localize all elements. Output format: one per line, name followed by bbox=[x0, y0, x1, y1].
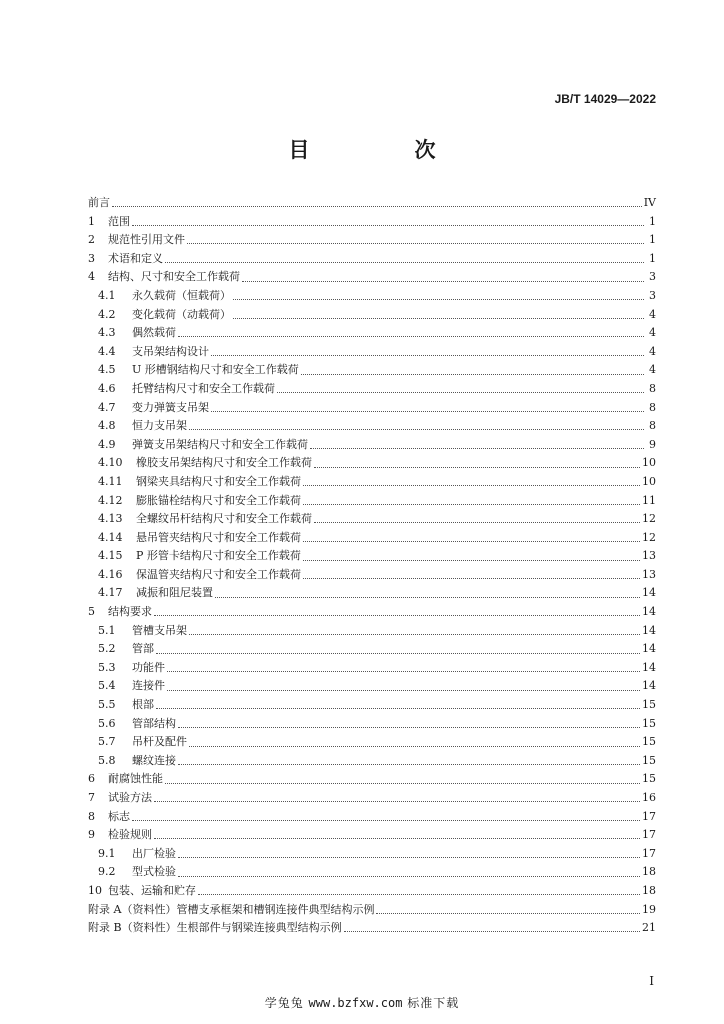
toc-entry-page: 13 bbox=[642, 567, 656, 581]
toc-entry-number: 4.9 bbox=[98, 437, 116, 451]
toc-leader-dots bbox=[156, 707, 640, 709]
toc-entry-page: 17 bbox=[642, 846, 656, 860]
toc-entry-page: 1 bbox=[649, 214, 656, 228]
toc-entry-label: 型式检验 bbox=[132, 865, 176, 879]
toc-leader-dots bbox=[156, 652, 640, 654]
toc-entry[interactable] bbox=[88, 808, 656, 827]
toc-entry-label: 托臂结构尺寸和安全工作载荷 bbox=[132, 381, 275, 395]
toc-entry-number: 4.13 bbox=[98, 512, 123, 526]
toc-entry-page: 4 bbox=[649, 326, 656, 340]
toc-entry-number: 5.8 bbox=[98, 753, 116, 767]
toc-leader-dots bbox=[215, 596, 640, 598]
toc-entry-number: 5.2 bbox=[98, 642, 116, 656]
toc-entry[interactable] bbox=[88, 268, 656, 287]
toc-entry-number: 4.4 bbox=[98, 344, 116, 358]
toc-entry-label: 变力弹簧支吊架 bbox=[132, 400, 209, 414]
toc-entry-number: 4.12 bbox=[98, 493, 123, 507]
toc-leader-dots bbox=[154, 614, 640, 616]
toc-leader-dots bbox=[154, 837, 640, 839]
toc-entry-label: U 形槽钢结构尺寸和安全工作载荷 bbox=[132, 363, 299, 377]
toc-entry[interactable] bbox=[88, 566, 656, 585]
toc-entry[interactable] bbox=[88, 826, 656, 845]
toc-entry[interactable] bbox=[88, 213, 656, 232]
toc-leader-dots bbox=[314, 521, 640, 523]
footer-watermark bbox=[0, 994, 724, 1011]
footer-site-name: 学兔兔 bbox=[264, 996, 304, 1010]
toc-entry-number: 4.1 bbox=[98, 288, 116, 302]
toc-leader-dots bbox=[303, 540, 640, 542]
toc-entry[interactable] bbox=[88, 584, 656, 603]
toc-entry-page: IV bbox=[643, 196, 656, 209]
toc-leader-dots bbox=[198, 893, 640, 895]
toc-entry-number: 4.15 bbox=[98, 549, 123, 563]
toc-entry-label: 吊杆及配件 bbox=[132, 735, 187, 749]
toc-leader-dots bbox=[167, 689, 640, 691]
toc-entry-page: 13 bbox=[642, 549, 656, 563]
toc-entry-label: 全螺纹吊杆结构尺寸和安全工作载荷 bbox=[136, 512, 312, 526]
toc-entry-page: 14 bbox=[642, 586, 656, 600]
toc-entry-number: 2 bbox=[88, 233, 95, 247]
toc-entry-number: 1 bbox=[88, 214, 95, 228]
toc-leader-dots bbox=[187, 242, 644, 244]
toc-entry[interactable] bbox=[88, 287, 656, 306]
toc-entry-label: 橡胶支吊架结构尺寸和安全工作载荷 bbox=[136, 456, 312, 470]
toc-entry[interactable] bbox=[88, 696, 656, 715]
toc-leader-dots bbox=[277, 391, 644, 393]
toc-leader-dots bbox=[178, 875, 640, 877]
toc-entry-label: 术语和定义 bbox=[108, 251, 163, 265]
toc-entry-page: 18 bbox=[642, 883, 656, 897]
toc-entry-label: P 形管卡结构尺寸和安全工作载荷 bbox=[136, 549, 301, 563]
toc-entry-number: 5.5 bbox=[98, 698, 116, 712]
toc-entry-page: 19 bbox=[642, 902, 656, 916]
toc-entry-number: 3 bbox=[88, 251, 95, 265]
toc-entry-label: 变化载荷（动载荷） bbox=[132, 307, 231, 321]
toc-entry-label: 功能件 bbox=[132, 660, 165, 674]
toc-entry-page: 8 bbox=[649, 419, 656, 433]
toc-leader-dots bbox=[233, 317, 644, 319]
toc-entry[interactable] bbox=[88, 343, 656, 362]
toc-entry-number: 4.17 bbox=[98, 586, 123, 600]
toc-entry-number: 4.6 bbox=[98, 381, 116, 395]
toc-entry[interactable] bbox=[88, 492, 656, 511]
toc-entry-label: 前言 bbox=[88, 196, 110, 209]
toc-entry-label: 结构、尺寸和安全工作载荷 bbox=[108, 270, 240, 284]
toc-leader-dots bbox=[211, 354, 644, 356]
toc-entry-label: 悬吊管夹结构尺寸和安全工作载荷 bbox=[136, 530, 301, 544]
toc-entry-number: 4.11 bbox=[98, 474, 123, 488]
toc-entry-label: 结构要求 bbox=[108, 605, 152, 619]
toc-leader-dots bbox=[242, 280, 644, 282]
toc-leader-dots bbox=[301, 373, 644, 375]
toc-entry-label: 附录 A（资料性）管槽支承框架和槽钢连接件典型结构示例 bbox=[88, 902, 375, 916]
toc-entry-page: 15 bbox=[642, 753, 656, 767]
toc-entry-number: 4.3 bbox=[98, 326, 116, 340]
toc-entry[interactable] bbox=[88, 417, 656, 436]
toc-entry-page: 12 bbox=[642, 530, 656, 544]
footer-download-text: 标准下载 bbox=[407, 996, 460, 1010]
toc-entry-number: 4.5 bbox=[98, 363, 116, 377]
toc-leader-dots bbox=[154, 800, 640, 802]
toc-entry-label: 标志 bbox=[108, 809, 130, 823]
toc-leader-dots bbox=[303, 577, 640, 579]
toc-entry-label: 管槽支吊架 bbox=[132, 623, 187, 637]
toc-leader-dots bbox=[178, 335, 644, 337]
toc-entry-number: 7 bbox=[88, 791, 95, 804]
toc-entry-label: 管部 bbox=[132, 642, 154, 656]
toc-entry[interactable] bbox=[88, 863, 656, 882]
toc-entry[interactable] bbox=[88, 473, 656, 492]
toc-entry[interactable] bbox=[88, 529, 656, 548]
toc-entry[interactable] bbox=[88, 324, 656, 343]
toc-entry-page: 15 bbox=[642, 698, 656, 712]
toc-entry-page: 4 bbox=[649, 307, 656, 321]
toc-leader-dots bbox=[189, 633, 640, 635]
toc-leader-dots bbox=[233, 298, 644, 300]
footer-url[interactable]: www.bzfxw.com bbox=[308, 996, 403, 1010]
toc-entry-number: 4.10 bbox=[98, 456, 123, 470]
toc-entry-label: 支吊架结构设计 bbox=[132, 344, 209, 358]
toc-entry-page: 3 bbox=[649, 270, 656, 284]
toc-leader-dots bbox=[314, 466, 640, 468]
toc-leader-dots bbox=[112, 205, 642, 207]
toc-entry-number: 5.1 bbox=[98, 623, 116, 637]
toc-entry-number: 5.3 bbox=[98, 660, 116, 674]
toc-entry-page: 9 bbox=[649, 437, 656, 451]
toc-entry[interactable] bbox=[88, 399, 656, 418]
toc-entry[interactable] bbox=[88, 770, 656, 789]
toc-entry-number: 4.14 bbox=[98, 530, 123, 544]
toc-entry[interactable] bbox=[88, 789, 656, 808]
toc-entry-number: 6 bbox=[88, 772, 95, 786]
toc-entry[interactable] bbox=[88, 752, 656, 771]
toc-entry[interactable] bbox=[88, 715, 656, 734]
toc-entry[interactable] bbox=[88, 194, 656, 213]
toc-entry[interactable] bbox=[88, 659, 656, 678]
toc-entry-page: 17 bbox=[642, 828, 656, 842]
toc-entry-label: 管部结构 bbox=[132, 716, 176, 730]
toc-entry-page: 14 bbox=[642, 623, 656, 637]
toc-entry-page: 15 bbox=[642, 772, 656, 786]
toc-entry-page: 14 bbox=[642, 605, 656, 619]
toc-entry-page: 10 bbox=[642, 456, 656, 470]
toc-entry-label: 范围 bbox=[108, 214, 130, 228]
toc-leader-dots bbox=[132, 819, 640, 821]
toc-entry-number: 4.8 bbox=[98, 419, 116, 433]
toc-entry-number: 5 bbox=[88, 605, 95, 619]
toc-entry-page: 15 bbox=[642, 716, 656, 730]
toc-entry-label: 规范性引用文件 bbox=[108, 233, 185, 247]
toc-leader-dots bbox=[189, 428, 644, 430]
toc-entry-label: 永久载荷（恒载荷） bbox=[132, 288, 231, 302]
toc-entry[interactable] bbox=[88, 436, 656, 455]
toc-leader-dots bbox=[165, 782, 640, 784]
toc-entry-page: 17 bbox=[642, 809, 656, 823]
toc-entry-label: 试验方法 bbox=[108, 791, 152, 804]
toc-entry-number: 4.7 bbox=[98, 400, 116, 414]
toc-entry-page: 1 bbox=[649, 251, 656, 265]
toc-entry-page: 12 bbox=[642, 512, 656, 526]
toc-entry[interactable] bbox=[88, 231, 656, 250]
toc-entry-label: 减振和阻尼装置 bbox=[136, 586, 213, 600]
page-title: 目 次 bbox=[288, 138, 478, 162]
toc-entry-page: 4 bbox=[649, 344, 656, 358]
page-number: I bbox=[649, 974, 654, 988]
toc-entry-label: 根部 bbox=[132, 698, 154, 712]
toc-entry-label: 连接件 bbox=[132, 679, 165, 693]
toc-entry-label: 膨胀锚栓结构尺寸和安全工作载荷 bbox=[136, 493, 301, 507]
toc-entry[interactable] bbox=[88, 882, 656, 901]
toc-leader-dots bbox=[189, 745, 640, 747]
toc-entry[interactable] bbox=[88, 361, 656, 380]
toc-entry-number: 10 bbox=[88, 883, 102, 897]
toc-leader-dots bbox=[303, 559, 640, 561]
table-of-contents bbox=[88, 194, 656, 938]
toc-entry-number: 4.16 bbox=[98, 567, 123, 581]
toc-entry-label: 钢梁夹具结构尺寸和安全工作载荷 bbox=[136, 474, 301, 488]
toc-entry[interactable] bbox=[88, 380, 656, 399]
toc-entry-number: 4 bbox=[88, 270, 95, 284]
toc-entry-page: 14 bbox=[642, 660, 656, 674]
toc-entry-page: 10 bbox=[642, 474, 656, 488]
toc-entry-page: 8 bbox=[649, 381, 656, 395]
toc-entry[interactable] bbox=[88, 510, 656, 529]
toc-entry-label: 耐腐蚀性能 bbox=[108, 772, 163, 786]
toc-entry[interactable] bbox=[88, 845, 656, 864]
toc-entry[interactable] bbox=[88, 640, 656, 659]
toc-entry[interactable] bbox=[88, 603, 656, 622]
toc-leader-dots bbox=[165, 261, 644, 263]
toc-entry-number: 9.1 bbox=[98, 846, 116, 860]
toc-entry-page: 8 bbox=[649, 400, 656, 414]
toc-entry-page: 4 bbox=[649, 363, 656, 377]
toc-leader-dots bbox=[178, 763, 640, 765]
toc-leader-dots bbox=[303, 503, 640, 505]
toc-entry-label: 保温管夹结构尺寸和安全工作载荷 bbox=[136, 567, 301, 581]
toc-entry-number: 9.2 bbox=[98, 865, 116, 879]
toc-entry[interactable] bbox=[88, 250, 656, 269]
toc-entry[interactable] bbox=[88, 919, 656, 938]
toc-entry-label: 出厂检验 bbox=[132, 846, 176, 860]
toc-entry-label: 偶然载荷 bbox=[132, 326, 176, 340]
standard-code: JB/T 14029—2022 bbox=[554, 92, 656, 106]
toc-entry[interactable] bbox=[88, 622, 656, 641]
toc-entry[interactable] bbox=[88, 547, 656, 566]
toc-entry-number: 5.6 bbox=[98, 716, 116, 730]
toc-entry-number: 5.7 bbox=[98, 735, 116, 749]
toc-entry[interactable] bbox=[88, 901, 656, 920]
toc-entry-label: 附录 B（资料性）生根部件与钢梁连接典型结构示例 bbox=[88, 921, 342, 935]
toc-entry[interactable] bbox=[88, 306, 656, 325]
toc-leader-dots bbox=[211, 410, 644, 412]
toc-entry-number: 4.2 bbox=[98, 307, 116, 321]
toc-entry-label: 恒力支吊架 bbox=[132, 419, 187, 433]
toc-entry-page: 15 bbox=[642, 735, 656, 749]
toc-leader-dots bbox=[132, 224, 644, 226]
toc-entry[interactable] bbox=[88, 733, 656, 752]
toc-entry-page: 21 bbox=[642, 921, 656, 935]
toc-leader-dots bbox=[167, 670, 640, 672]
toc-entry-page: 18 bbox=[642, 865, 656, 879]
toc-entry-page: 16 bbox=[642, 791, 656, 804]
toc-leader-dots bbox=[344, 930, 640, 932]
toc-entry-label: 包装、运输和贮存 bbox=[108, 883, 196, 897]
toc-entry-page: 11 bbox=[642, 493, 656, 507]
toc-entry[interactable] bbox=[88, 454, 656, 473]
toc-leader-dots bbox=[178, 726, 640, 728]
toc-entry[interactable] bbox=[88, 677, 656, 696]
toc-entry-number: 8 bbox=[88, 809, 95, 823]
toc-entry-page: 1 bbox=[649, 233, 656, 247]
toc-entry-label: 弹簧支吊架结构尺寸和安全工作载荷 bbox=[132, 437, 308, 451]
toc-entry-page: 3 bbox=[649, 288, 656, 302]
toc-leader-dots bbox=[376, 912, 640, 914]
toc-leader-dots bbox=[310, 447, 644, 449]
toc-entry-page: 14 bbox=[642, 679, 656, 693]
toc-leader-dots bbox=[303, 484, 640, 486]
toc-entry-label: 螺纹连接 bbox=[132, 753, 176, 767]
toc-entry-label: 检验规则 bbox=[108, 828, 152, 842]
toc-entry-number: 9 bbox=[88, 828, 95, 842]
toc-entry-number: 5.4 bbox=[98, 679, 116, 693]
toc-entry-page: 14 bbox=[642, 642, 656, 656]
toc-leader-dots bbox=[178, 856, 640, 858]
